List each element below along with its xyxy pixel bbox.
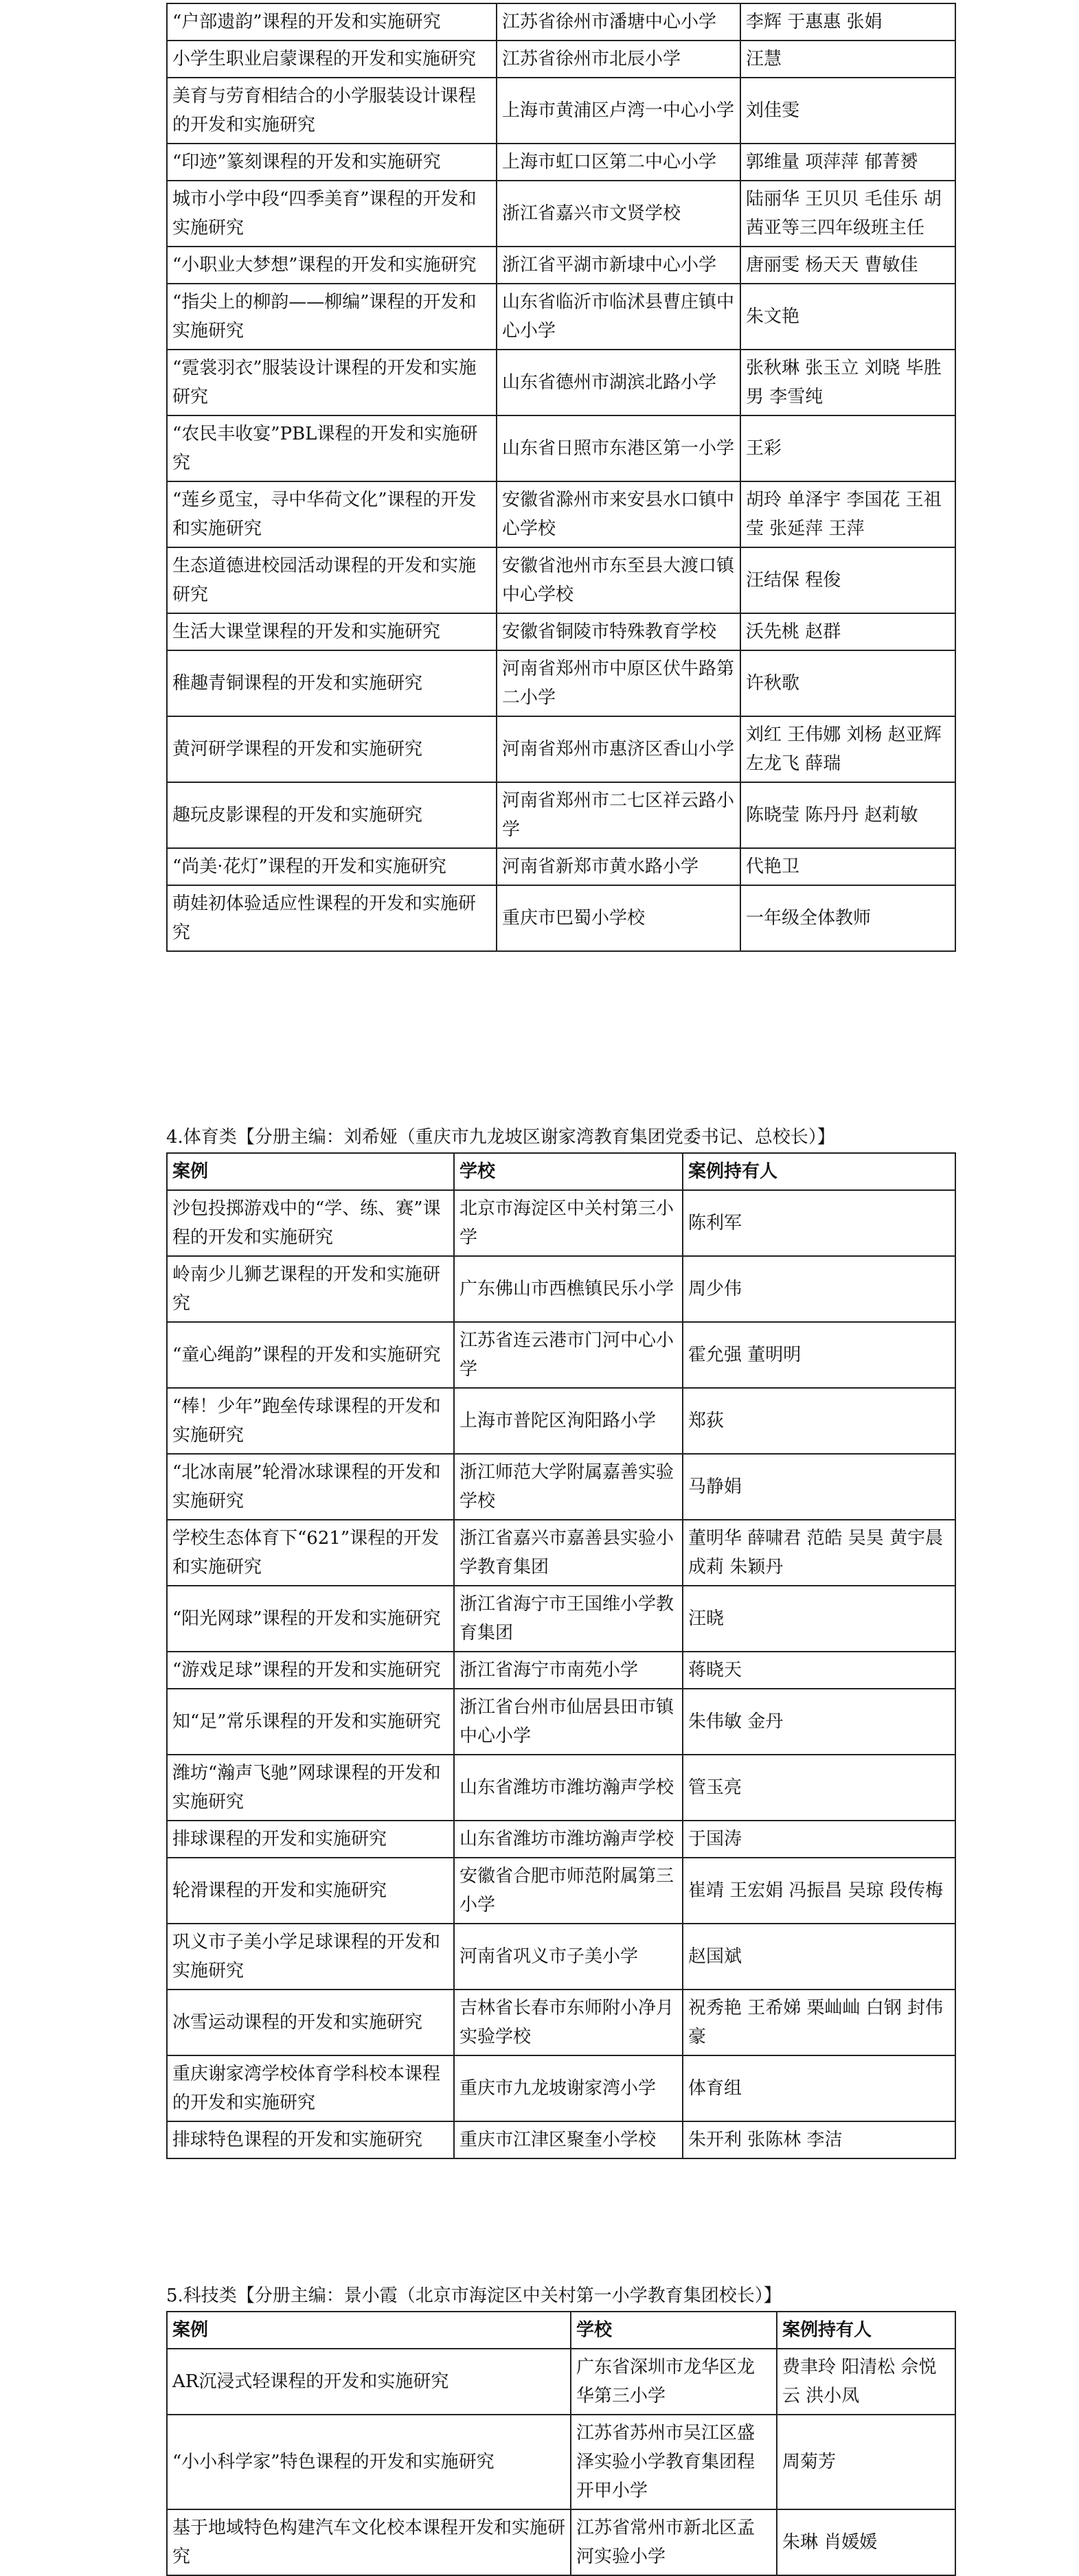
cell-school: 吉林省长春市东师附小净月实验学校 [454, 1990, 683, 2055]
cell-case: 生态道德进校园活动课程的开发和实施研究 [167, 547, 497, 613]
table-row [167, 284, 955, 350]
table-row [167, 78, 955, 144]
cell-case: 萌娃初体验适应性课程的开发和实施研究 [167, 885, 497, 951]
cell-school: 重庆市巴蜀小学校 [497, 885, 740, 951]
table-body [167, 3, 955, 951]
table-row [167, 547, 955, 613]
cell-school: 广东省深圳市龙华区龙华第三小学 [571, 2349, 777, 2415]
table-row [167, 885, 955, 951]
cell-holder: 汪结保 程俊 [740, 547, 955, 613]
section-5-caption: 5.科技类【分册主编：景小霞（北京市海淀区中关村第一小学教育集团校长）】 [166, 2286, 782, 2306]
cell-school: 上海市黄浦区卢湾一中心小学 [497, 78, 740, 144]
cell-school: 河南省巩义市子美小学 [454, 1924, 683, 1990]
table-row [167, 247, 955, 284]
cell-school: 浙江省平湖市新埭中心小学 [497, 247, 740, 284]
cell-case: 趣玩皮影课程的开发和实施研究 [167, 782, 497, 848]
cell-holder: 祝秀艳 王希娣 栗屾屾 白钢 封伟豪 [683, 1990, 955, 2055]
case-table-section-5 [166, 2311, 956, 2576]
table-row [167, 1322, 955, 1388]
cell-school: 山东省德州市湖滨北路小学 [497, 350, 740, 415]
cell-school: 北京市海淀区中关村第三小学 [454, 1190, 683, 1256]
cell-case: “小小科学家”特色课程的开发和实施研究 [167, 2415, 571, 2509]
cell-holder: 朱琳 肖媛媛 [777, 2509, 955, 2575]
cell-holder: 李辉 于惠惠 张娟 [740, 3, 955, 41]
section-4-caption: 4.体育类【分册主编：刘希娅（重庆市九龙坡区谢家湾教育集团党委书记、总校长）】 [166, 1127, 835, 1148]
cell-school: 江苏省徐州市潘塘中心小学 [497, 3, 740, 41]
table-row [167, 1924, 955, 1990]
cell-holder: 王彩 [740, 415, 955, 481]
table-row [167, 415, 955, 481]
cell-case: “霓裳羽衣”服装设计课程的开发和实施研究 [167, 350, 497, 415]
table-row [167, 1586, 955, 1652]
cell-school: 山东省临沂市临沭县曹庄镇中心小学 [497, 284, 740, 350]
table-row [167, 350, 955, 415]
table-body [167, 2349, 955, 2575]
cell-holder: 董明华 薛啸君 范皓 吴昊 黄宇晨 成莉 朱颖丹 [683, 1520, 955, 1586]
cell-school: 上海市虹口区第二中心小学 [497, 144, 740, 181]
cell-school: 山东省日照市东港区第一小学 [497, 415, 740, 481]
cell-case: AR沉浸式轻课程的开发和实施研究 [167, 2349, 571, 2415]
cell-holder: 汪晓 [683, 1586, 955, 1652]
table-row [167, 181, 955, 247]
cell-holder: 马静娟 [683, 1454, 955, 1520]
cell-holder: 周少伟 [683, 1256, 955, 1322]
cell-school: 安徽省合肥市师范附属第三小学 [454, 1858, 683, 1924]
cell-school: 浙江省嘉兴市嘉善县实验小学教育集团 [454, 1520, 683, 1586]
cell-school: 河南省郑州市二七区祥云路小学 [497, 782, 740, 848]
cell-holder: 朱伟敏 金丹 [683, 1689, 955, 1755]
table-row [167, 1858, 955, 1924]
cell-holder: 郑荻 [683, 1388, 955, 1454]
table-row [167, 2509, 955, 2575]
cell-case: “北冰南展”轮滑冰球课程的开发和实施研究 [167, 1454, 454, 1520]
cell-case: “户部遗韵”课程的开发和实施研究 [167, 3, 497, 41]
cell-case: 巩义市子美小学足球课程的开发和实施研究 [167, 1924, 454, 1990]
cell-holder: 许秋歌 [740, 650, 955, 716]
table-row [167, 2349, 955, 2415]
cell-case: 小学生职业启蒙课程的开发和实施研究 [167, 41, 497, 78]
cell-case: 稚趣青铜课程的开发和实施研究 [167, 650, 497, 716]
cell-school: 河南省郑州市中原区伏牛路第二小学 [497, 650, 740, 716]
cell-holder: 一年级全体教师 [740, 885, 955, 951]
table-row [167, 41, 955, 78]
header-holder: 案例持有人 [777, 2312, 955, 2349]
cell-case: 重庆谢家湾学校体育学科校本课程的开发和实施研究 [167, 2055, 454, 2121]
cell-school: 重庆市九龙坡谢家湾小学 [454, 2055, 683, 2121]
cell-school: 安徽省滁州市来安县水口镇中心学校 [497, 481, 740, 547]
cell-school: 重庆市江津区聚奎小学校 [454, 2121, 683, 2158]
cell-case: “尚美·花灯”课程的开发和实施研究 [167, 848, 497, 885]
cell-case: “指尖上的柳韵——柳编”课程的开发和实施研究 [167, 284, 497, 350]
cell-holder: 陈利军 [683, 1190, 955, 1256]
cell-case: 排球课程的开发和实施研究 [167, 1821, 454, 1858]
cell-case: 潍坊“瀚声飞驰”网球课程的开发和实施研究 [167, 1755, 454, 1821]
table-row [167, 716, 955, 782]
table-row [167, 1520, 955, 1586]
cell-case: 生活大课堂课程的开发和实施研究 [167, 613, 497, 650]
table-row [167, 1256, 955, 1322]
cell-case: “农民丰收宴”PBL课程的开发和实施研究 [167, 415, 497, 481]
cell-case: “印迹”篆刻课程的开发和实施研究 [167, 144, 497, 181]
cell-school: 浙江省台州市仙居县田市镇中心小学 [454, 1689, 683, 1755]
cell-case: “阳光网球”课程的开发和实施研究 [167, 1586, 454, 1652]
table-row [167, 2415, 955, 2509]
cell-school: 河南省郑州市惠济区香山小学 [497, 716, 740, 782]
table-row [167, 613, 955, 650]
cell-holder: 蒋晓天 [683, 1652, 955, 1689]
table-row [167, 3, 955, 41]
table-body [167, 1190, 955, 2158]
cell-holder: 唐丽雯 杨天天 曹敏佳 [740, 247, 955, 284]
cell-school: 山东省潍坊市潍坊瀚声学校 [454, 1821, 683, 1858]
cell-case: “莲乡觅宝，寻中华荷文化”课程的开发和实施研究 [167, 481, 497, 547]
table-row [167, 1652, 955, 1689]
table-header-row [167, 1153, 955, 1190]
cell-holder: 费聿玲 阳清松 佘悦云 洪小凤 [777, 2349, 955, 2415]
cell-case: 学校生态体育下“621”课程的开发和实施研究 [167, 1520, 454, 1586]
cell-school: 浙江省海宁市南苑小学 [454, 1652, 683, 1689]
cell-case: 基于地域特色构建汽车文化校本课程开发和实施研究 [167, 2509, 571, 2575]
cell-case: 排球特色课程的开发和实施研究 [167, 2121, 454, 2158]
cell-school: 浙江省嘉兴市文贤学校 [497, 181, 740, 247]
cell-case: 黄河研学课程的开发和实施研究 [167, 716, 497, 782]
header-case: 案例 [167, 2312, 571, 2349]
case-table-section-3 [166, 3, 956, 952]
cell-case: 美育与劳育相结合的小学服装设计课程的开发和实施研究 [167, 78, 497, 144]
cell-school: 安徽省铜陵市特殊教育学校 [497, 613, 740, 650]
cell-case: 冰雪运动课程的开发和实施研究 [167, 1990, 454, 2055]
cell-school: 广东佛山市西樵镇民乐小学 [454, 1256, 683, 1322]
cell-holder: 周菊芳 [777, 2415, 955, 2509]
table-row [167, 782, 955, 848]
header-case: 案例 [167, 1153, 454, 1190]
table-row [167, 2055, 955, 2121]
cell-case: “棒！少年”跑垒传球课程的开发和实施研究 [167, 1388, 454, 1454]
case-table-section-4 [166, 1152, 956, 2159]
cell-school: 江苏省徐州市北辰小学 [497, 41, 740, 78]
cell-holder: 张秋琳 张玉立 刘晓 毕胜男 李雪纯 [740, 350, 955, 415]
table-header-row [167, 2312, 955, 2349]
cell-holder: 刘红 王伟娜 刘杨 赵亚辉 左龙飞 薛瑞 [740, 716, 955, 782]
cell-school: 江苏省常州市新北区孟河实验小学 [571, 2509, 777, 2575]
cell-case: 轮滑课程的开发和实施研究 [167, 1858, 454, 1924]
cell-holder: 胡玲 单泽宇 李国花 王祖莹 张延萍 王萍 [740, 481, 955, 547]
table-row [167, 1821, 955, 1858]
table-row [167, 1388, 955, 1454]
header-holder: 案例持有人 [683, 1153, 955, 1190]
cell-holder: 汪慧 [740, 41, 955, 78]
table-row [167, 144, 955, 181]
table-row [167, 1755, 955, 1821]
cell-school: 山东省潍坊市潍坊瀚声学校 [454, 1755, 683, 1821]
table-row [167, 848, 955, 885]
cell-holder: 霍允强 董明明 [683, 1322, 955, 1388]
cell-school: 河南省新郑市黄水路小学 [497, 848, 740, 885]
table-row [167, 650, 955, 716]
cell-case: 知“足”常乐课程的开发和实施研究 [167, 1689, 454, 1755]
cell-holder: 于国涛 [683, 1821, 955, 1858]
cell-holder: 管玉亮 [683, 1755, 955, 1821]
cell-case: 岭南少儿狮艺课程的开发和实施研究 [167, 1256, 454, 1322]
cell-school: 江苏省苏州市吴江区盛泽实验小学教育集团程开甲小学 [571, 2415, 777, 2509]
cell-holder: 代艳卫 [740, 848, 955, 885]
cell-holder: 陈晓莹 陈丹丹 赵莉敏 [740, 782, 955, 848]
cell-school: 上海市普陀区洵阳路小学 [454, 1388, 683, 1454]
cell-holder: 体育组 [683, 2055, 955, 2121]
table-row [167, 2121, 955, 2158]
cell-holder: 郭维量 项萍萍 郁菁赟 [740, 144, 955, 181]
cell-holder: 赵国斌 [683, 1924, 955, 1990]
cell-case: “小职业大梦想”课程的开发和实施研究 [167, 247, 497, 284]
table-row [167, 1454, 955, 1520]
cell-school: 安徽省池州市东至县大渡口镇中心学校 [497, 547, 740, 613]
table-row [167, 1689, 955, 1755]
cell-holder: 崔靖 王宏娟 冯振昌 吴琼 段传梅 [683, 1858, 955, 1924]
cell-holder: 朱开利 张陈林 李洁 [683, 2121, 955, 2158]
cell-holder: 陆丽华 王贝贝 毛佳乐 胡茜亚等三四年级班主任 [740, 181, 955, 247]
cell-school: 浙江省海宁市王国维小学教育集团 [454, 1586, 683, 1652]
cell-holder: 刘佳雯 [740, 78, 955, 144]
cell-case: “童心绳韵”课程的开发和实施研究 [167, 1322, 454, 1388]
cell-case: 城市小学中段“四季美育”课程的开发和实施研究 [167, 181, 497, 247]
table-row [167, 1190, 955, 1256]
cell-holder: 沃先桃 赵群 [740, 613, 955, 650]
header-school: 学校 [454, 1153, 683, 1190]
header-school: 学校 [571, 2312, 777, 2349]
table-row [167, 481, 955, 547]
cell-case: 沙包投掷游戏中的“学、练、赛”课程的开发和实施研究 [167, 1190, 454, 1256]
cell-case: “游戏足球”课程的开发和实施研究 [167, 1652, 454, 1689]
table-row [167, 1990, 955, 2055]
cell-school: 江苏省连云港市门河中心小学 [454, 1322, 683, 1388]
cell-school: 浙江师范大学附属嘉善实验学校 [454, 1454, 683, 1520]
cell-holder: 朱文艳 [740, 284, 955, 350]
